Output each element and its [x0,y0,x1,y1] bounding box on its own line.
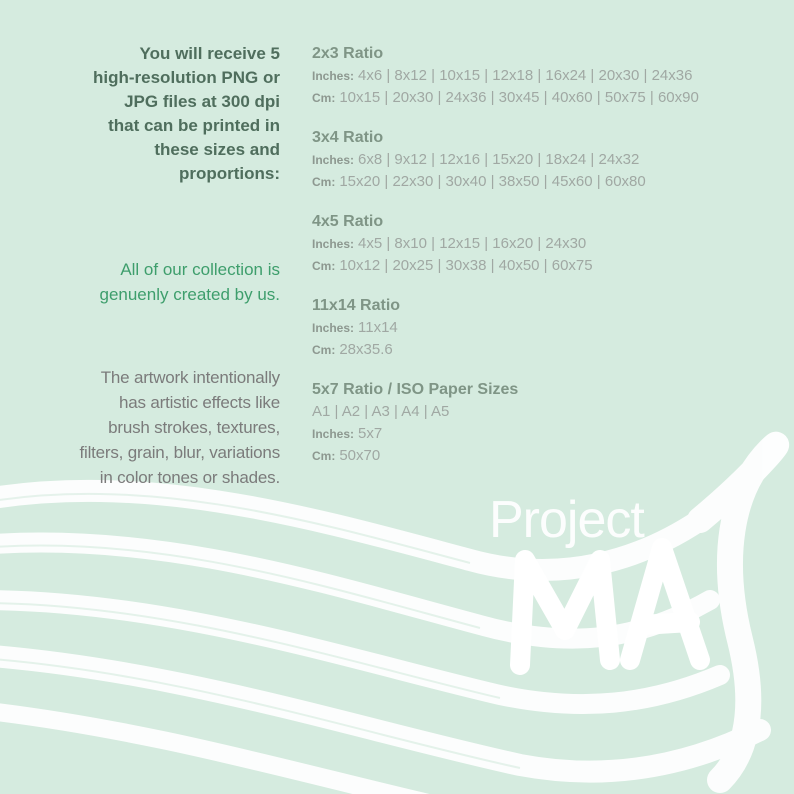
unit-label: Inches: [312,237,355,251]
artwork-effects-note [10,365,280,490]
size-values: A1 | A2 | A3 | A4 | A5 [312,403,450,420]
claim-line: genuenly created by us. [99,285,280,304]
note-line: has artistic effects like [119,393,280,412]
size-row [312,401,787,423]
originality-claim [10,257,280,307]
size-row [312,171,787,193]
ratio-group-5x7-iso [312,378,787,467]
size-values: 5x7 [358,425,383,442]
size-row [312,255,787,277]
size-values: 6x8 | 9x12 | 12x16 | 15x20 | 18x24 | 24x32 [358,151,640,168]
ratio-group-2x3 [312,42,787,109]
size-row [312,149,787,171]
unit-label: Cm: [312,91,336,105]
delivery-description [10,42,280,186]
lead-line: JPG files at 300 dpi [124,92,280,111]
ratio-title: 4x5 Ratio [312,213,384,230]
size-row [312,233,787,255]
size-values: 11x14 [358,319,398,336]
size-row [312,423,787,445]
size-values: 10x15 | 20x30 | 24x36 | 30x45 | 40x60 | 50x75 | 60x90 [339,89,699,106]
size-values: 15x20 | 22x30 | 30x40 | 38x50 | 45x60 | 60x80 [339,173,646,190]
note-line: brush strokes, textures, [108,418,280,437]
unit-label: Inches: [312,321,355,335]
unit-label: Cm: [312,259,336,273]
size-row [312,65,787,87]
unit-label: Inches: [312,427,355,441]
size-values: 50x70 [339,447,381,464]
brand-logo-project: Project [489,491,644,549]
claim-line: All of our collection is [120,260,280,279]
ratio-title: 2x3 Ratio [312,45,384,62]
size-row [312,445,787,467]
ratio-title: 5x7 Ratio / ISO Paper Sizes [312,381,519,398]
size-values: 10x12 | 20x25 | 30x38 | 40x50 | 60x75 [339,257,593,274]
size-list [312,42,787,484]
size-row [312,87,787,109]
note-line: filters, grain, blur, variations [79,443,280,462]
size-values: 4x6 | 8x12 | 10x15 | 12x18 | 16x24 | 20x30 | 24x36 [358,67,693,84]
size-row [312,317,787,339]
ratio-title: 11x14 Ratio [312,297,401,314]
ratio-group-3x4 [312,126,787,193]
unit-label: Cm: [312,175,336,189]
lead-line: You will receive 5 [139,44,280,63]
unit-label: Inches: [312,153,355,167]
ratio-title: 3x4 Ratio [312,129,384,146]
lead-line: that can be printed in [108,116,280,135]
unit-label: Cm: [312,449,336,463]
lead-line: proportions: [178,164,280,183]
ratio-group-4x5 [312,210,787,277]
lead-line: these sizes and [154,140,280,159]
size-values: 4x5 | 8x10 | 12x15 | 16x20 | 24x30 [358,235,587,252]
lead-line: high-resolution PNG or [93,68,280,87]
ratio-group-11x14 [312,294,787,361]
unit-label: Inches: [312,69,355,83]
unit-label: Cm: [312,343,336,357]
note-line: in color tones or shades. [99,468,280,487]
size-row [312,339,787,361]
size-values: 28x35.6 [339,341,393,358]
note-line: The artwork intentionally [100,368,280,387]
